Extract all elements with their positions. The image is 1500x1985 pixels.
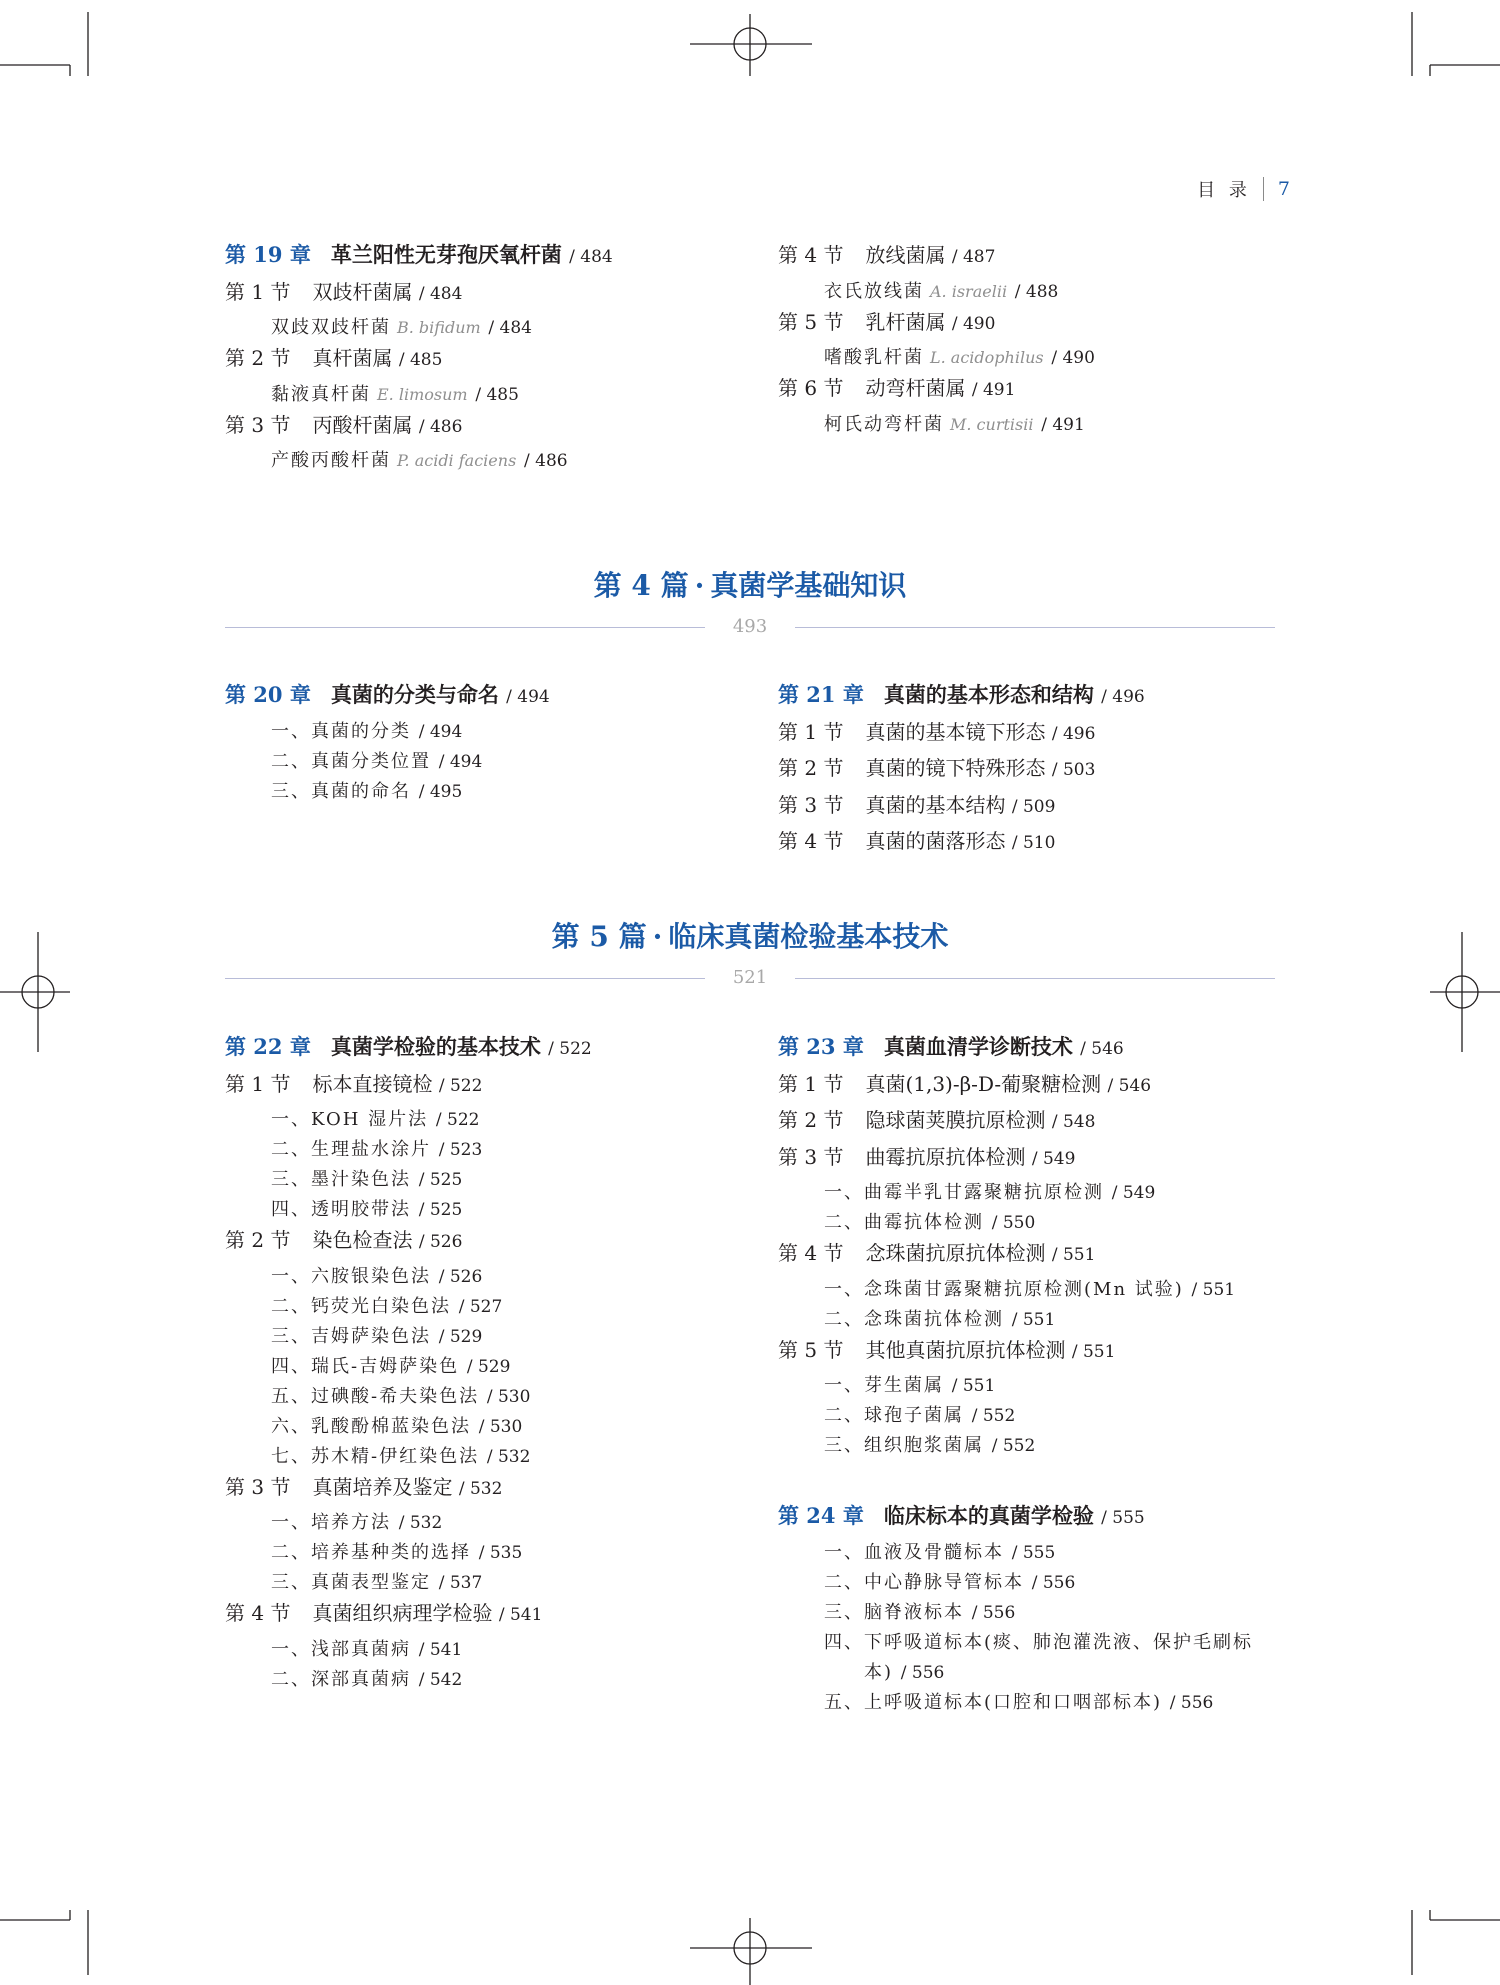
toc-item-entry [778, 1403, 1015, 1429]
toc-item-text: 一、六胺银染色法 [271, 1265, 431, 1287]
toc-page-number: / 484 [488, 318, 533, 338]
toc-chapter-entry [778, 1503, 1145, 1531]
toc-item-entry [778, 1373, 995, 1399]
toc-page-number: / 542 [418, 1669, 463, 1690]
toc-item-text: 三、真菌的命名 [271, 780, 411, 802]
toc-item-entry [225, 448, 568, 474]
toc-page-number: / 535 [478, 1543, 523, 1563]
toc-page-number: / 546 [1107, 1075, 1152, 1096]
header-divider [1263, 177, 1264, 201]
rule-line-right [795, 978, 1275, 979]
toc-page-number: / 509 [1011, 796, 1056, 817]
toc-section-entry [778, 792, 1055, 820]
toc-item-entry [778, 1660, 944, 1686]
section-number: 第 1 节 [225, 279, 291, 304]
toc-item-entry [225, 315, 532, 341]
section-title: 丙酸杆菌属 [312, 412, 413, 437]
part-rule [225, 965, 1275, 991]
toc-item-text: 二、球孢子菌属 [824, 1405, 964, 1426]
rule-line-left [225, 627, 705, 628]
toc-item-entry [225, 1510, 442, 1536]
toc-page-number: / 532 [398, 1513, 443, 1533]
section-title: 隐球菌荚膜抗原检测 [865, 1108, 1046, 1132]
section-title: 放线菌属 [865, 243, 946, 267]
toc-item-text: 双歧双歧杆菌 [271, 317, 391, 338]
section-title: 标本直接镜检 [312, 1071, 433, 1096]
toc-item-text: 一、曲霉半乳甘露聚糖抗原检测 [824, 1182, 1104, 1203]
toc-page-number: / 551 [1011, 1309, 1056, 1330]
toc-item-entry [778, 345, 1095, 371]
toc-item-text: 一、芽生菌属 [824, 1375, 944, 1396]
section-title: 双歧杆菌属 [312, 279, 413, 304]
toc-item-text: 嗜酸乳杆菌 [824, 347, 924, 368]
toc-page-number: / 488 [1014, 281, 1059, 302]
section-title: 真菌的菌落形态 [865, 829, 1006, 853]
toc-item-text: 一、培养方法 [271, 1512, 391, 1533]
toc-page-number: / 551 [951, 1376, 996, 1396]
toc-item-entry [778, 1570, 1075, 1596]
toc-item-text: 产酸丙酸杆菌 [271, 450, 391, 471]
toc-page-number: / 530 [478, 1416, 523, 1437]
toc-chapter-entry [778, 682, 1145, 710]
toc-item-text: 黏液真杆菌 [271, 383, 371, 405]
latin-species-name: E. limosum [377, 384, 468, 404]
chapter-title: 真菌的分类与命名 [330, 682, 499, 707]
chapter-title: 革兰阳性无芽孢厌氧杆菌 [330, 242, 562, 267]
toc-item-text: 衣氏放线菌 [824, 280, 924, 302]
toc-item-entry [225, 749, 482, 775]
toc-item-text: 一、真菌的分类 [271, 720, 411, 742]
toc-page-number: / 546 [1080, 1039, 1124, 1059]
toc-item-text: 二、念珠菌抗体检测 [824, 1308, 1004, 1330]
toc-item-text: 三、墨汁染色法 [271, 1169, 411, 1190]
toc-item-entry [225, 1414, 522, 1440]
section-number: 第 3 节 [778, 792, 844, 817]
part-heading-4 [225, 566, 1275, 640]
toc-item-text: 本) [864, 1661, 894, 1683]
toc-page-number: / 551 [1051, 1245, 1096, 1265]
toc-item-text: 二、生理盐水涂片 [271, 1139, 431, 1160]
toc-item-text: 一、念珠菌甘露聚糖抗原检测(Mn 试验) [824, 1278, 1184, 1300]
section-number: 第 5 节 [778, 1337, 844, 1362]
latin-species-name: P. acidi faciens [397, 451, 517, 470]
chapter-number: 第 19 章 [225, 242, 311, 267]
toc-item-text: 一、KOH 湿片法 [271, 1109, 429, 1130]
toc-item-entry [778, 1307, 1055, 1333]
toc-page-number: / 550 [991, 1213, 1036, 1233]
toc-section-entry [778, 1071, 1151, 1099]
section-title: 真菌的基本镜下形态 [865, 719, 1046, 744]
toc-item-text: 五、上呼吸道标本(口腔和口咽部标本) [824, 1691, 1163, 1713]
toc-item-entry [225, 719, 462, 745]
toc-page-number: / 549 [1111, 1183, 1156, 1203]
toc-section-entry [225, 1600, 542, 1628]
toc-item-text: 四、瑞氏-吉姆萨染色 [271, 1355, 460, 1377]
toc-item-entry [225, 779, 462, 805]
toc-page-number: / 552 [971, 1406, 1016, 1426]
toc-page-number: / 551 [1191, 1279, 1236, 1300]
toc-page-number: / 522 [435, 1110, 480, 1130]
toc-page-number: / 491 [1041, 414, 1085, 435]
toc-page-number: / 523 [438, 1140, 483, 1160]
toc-section-entry [778, 242, 995, 270]
toc-chapter-entry [778, 1034, 1124, 1062]
toc-item-entry [225, 1444, 530, 1470]
section-number: 第 2 节 [225, 346, 291, 370]
toc-section-entry [778, 828, 1055, 856]
toc-page-number: / 484 [569, 247, 613, 267]
section-number: 第 3 节 [225, 1474, 291, 1499]
toc-page-number: / 556 [1169, 1692, 1214, 1713]
toc-item-text: 二、深部真菌病 [271, 1668, 411, 1690]
section-number: 第 2 节 [225, 1228, 291, 1252]
toc-item-text: 一、浅部真菌病 [271, 1638, 411, 1660]
section-number: 第 4 节 [778, 1241, 844, 1265]
toc-item-text: 四、透明胶带法 [271, 1199, 411, 1220]
part-number: 第 4 篇 [593, 569, 689, 602]
toc-page-number: / 537 [438, 1573, 483, 1593]
toc-page-number: / 530 [486, 1386, 531, 1407]
toc-page-number: / 529 [466, 1356, 511, 1377]
toc-item-text: 柯氏动弯杆菌 [824, 413, 944, 435]
toc-page-number: / 541 [498, 1605, 543, 1625]
toc-page-number: / 485 [475, 384, 519, 405]
toc-chapter-entry [225, 242, 613, 270]
toc-page-number: / 486 [524, 451, 568, 471]
toc-page-number: / 525 [418, 1200, 463, 1220]
toc-page-number: / 556 [971, 1602, 1016, 1623]
toc-item-entry [225, 1384, 530, 1410]
section-number: 第 4 节 [778, 829, 844, 853]
toc-section-entry [778, 719, 1095, 747]
toc-chapter-entry [225, 1034, 592, 1062]
bullet-dot-icon: · [694, 569, 705, 602]
section-number: 第 2 节 [778, 1108, 844, 1132]
toc-section-entry [225, 1474, 502, 1502]
toc-item-entry [778, 1180, 1155, 1206]
toc-item-entry [778, 279, 1058, 305]
toc-page-number: / 555 [1101, 1508, 1145, 1528]
toc-item-text: 二、真菌分类位置 [271, 750, 431, 772]
chapter-number: 第 22 章 [225, 1034, 311, 1059]
part-page: 493 [732, 616, 768, 637]
toc-item-text: 五、过碘酸-希夫染色法 [271, 1385, 480, 1407]
toc-page-number: / 552 [991, 1436, 1036, 1456]
toc-page-number: / 522 [438, 1075, 483, 1096]
part-name: 真菌学基础知识 [710, 569, 907, 602]
section-number: 第 2 节 [778, 756, 844, 780]
section-number: 第 6 节 [778, 376, 844, 400]
rule-line-left [225, 978, 705, 979]
latin-species-name: A. israelii [930, 281, 1008, 301]
section-title: 真杆菌属 [312, 346, 393, 370]
part-name: 临床真菌检验基本技术 [668, 920, 949, 953]
toc-item-entry [225, 1324, 482, 1350]
section-title: 动弯杆菌属 [865, 376, 966, 400]
toc-page-number: / 484 [418, 283, 463, 304]
toc-page-number: / 529 [438, 1326, 483, 1347]
toc-item-entry [225, 1264, 482, 1290]
toc-item-entry [225, 382, 519, 408]
part-page: 521 [732, 967, 768, 988]
toc-item-entry [778, 412, 1085, 438]
toc-item-text: 一、血液及骨髓标本 [824, 1541, 1004, 1563]
toc-item-text: 二、培养基种类的选择 [271, 1542, 471, 1563]
toc-page-number: / 526 [438, 1266, 483, 1287]
chapter-number: 第 20 章 [225, 682, 311, 707]
running-header [1197, 176, 1290, 202]
toc-item-entry [778, 1433, 1035, 1459]
toc-section-entry [225, 412, 462, 440]
chapter-number: 第 24 章 [778, 1503, 864, 1528]
toc-chapter-entry [225, 682, 550, 710]
toc-section-entry [778, 1337, 1115, 1365]
toc-item-entry [778, 1690, 1213, 1716]
part-title [225, 917, 1275, 957]
toc-item-text: 七、苏木精-伊红染色法 [271, 1445, 480, 1467]
toc-page-number: / 549 [1031, 1148, 1076, 1169]
toc-item-entry [778, 1210, 1035, 1236]
section-title: 真菌的镜下特殊形态 [865, 756, 1046, 780]
toc-page-number: / 556 [900, 1662, 945, 1683]
toc-item-text: 二、中心静脉导管标本 [824, 1571, 1024, 1593]
part-rule [225, 614, 1275, 640]
toc-page-number: / 494 [438, 751, 483, 772]
toc-item-entry [225, 1107, 479, 1133]
toc-item-text: 三、真菌表型鉴定 [271, 1572, 431, 1593]
section-number: 第 4 节 [225, 1601, 291, 1625]
bullet-dot-icon: · [652, 920, 663, 953]
toc-section-entry [225, 279, 462, 307]
toc-page-number: / 541 [418, 1639, 463, 1660]
toc-item-entry [778, 1630, 1253, 1656]
section-title: 曲霉抗原抗体检测 [865, 1144, 1026, 1169]
toc-page-number: / 494 [418, 721, 463, 742]
toc-item-entry [225, 1294, 502, 1320]
toc-item-entry [225, 1137, 482, 1163]
toc-page-number: / 510 [1011, 833, 1056, 853]
toc-item-entry [225, 1354, 510, 1380]
section-number: 第 1 节 [778, 1071, 844, 1096]
section-title: 其他真菌抗原抗体检测 [865, 1337, 1066, 1362]
chapter-title: 真菌的基本形态和结构 [883, 682, 1094, 707]
toc-item-text: 二、曲霉抗体检测 [824, 1212, 984, 1233]
toc-item-entry [778, 1540, 1055, 1566]
toc-page-number: / 555 [1011, 1542, 1056, 1563]
chapter-number: 第 21 章 [778, 682, 864, 707]
toc-page-number: / 551 [1071, 1341, 1116, 1362]
chapter-title: 真菌血清学诊断技术 [883, 1034, 1073, 1059]
rule-line-right [795, 627, 1275, 628]
toc-item-entry [225, 1667, 462, 1693]
toc-section-entry [778, 375, 1015, 403]
chapter-title: 临床标本的真菌学检验 [883, 1503, 1094, 1528]
toc-item-text: 三、吉姆萨染色法 [271, 1325, 431, 1347]
section-title: 真菌组织病理学检验 [312, 1601, 493, 1625]
toc-section-entry [778, 1240, 1095, 1268]
toc-page-number: / 487 [951, 247, 996, 267]
toc-page-number: / 490 [951, 313, 996, 334]
section-number: 第 4 节 [778, 243, 844, 267]
toc-item-entry [225, 1197, 462, 1223]
toc-page-number: / 532 [458, 1478, 503, 1499]
section-title: 染色检查法 [312, 1228, 413, 1252]
toc-page-number: / 532 [486, 1446, 531, 1467]
toc-page-number: / 526 [418, 1232, 463, 1252]
page-number: 7 [1277, 178, 1290, 200]
section-title: 真菌的基本结构 [865, 792, 1006, 817]
latin-species-name: L. acidophilus [930, 348, 1044, 367]
toc-page-number: / 527 [458, 1296, 503, 1317]
section-number: 第 3 节 [778, 1144, 844, 1169]
toc-page-number: / 548 [1051, 1112, 1096, 1132]
toc-page-number: / 490 [1051, 348, 1095, 368]
section-number: 第 5 节 [778, 309, 844, 334]
section-number: 第 1 节 [778, 719, 844, 744]
toc-page-number: / 522 [548, 1039, 592, 1059]
toc-page-number: / 525 [418, 1170, 463, 1190]
section-title: 念珠菌抗原抗体检测 [865, 1241, 1046, 1265]
toc-item-text: 二、钙荧光白染色法 [271, 1295, 451, 1317]
toc-section-entry [225, 1227, 462, 1255]
latin-species-name: B. bifidum [397, 318, 481, 337]
toc-item-text: 三、脑脊液标本 [824, 1601, 964, 1623]
toc-page-number: / 485 [398, 350, 443, 370]
toc-page-number: / 494 [506, 687, 550, 707]
section-title: 真菌(1,3)-β-D-葡聚糖检测 [865, 1071, 1102, 1096]
toc-item-entry [225, 1540, 522, 1566]
toc-item-text: 四、下呼吸道标本(痰、肺泡灌洗液、保护毛刷标 [824, 1631, 1254, 1653]
toc-section-entry [778, 1107, 1095, 1135]
toc-section-entry [225, 345, 442, 373]
part-number: 第 5 篇 [551, 920, 647, 953]
section-number: 第 3 节 [225, 412, 291, 437]
latin-species-name: M. curtisii [950, 414, 1034, 434]
toc-section-entry [778, 309, 995, 337]
toc-item-entry [778, 1277, 1235, 1303]
toc-page-number: / 503 [1051, 760, 1096, 780]
toc-item-text: 六、乳酸酚棉蓝染色法 [271, 1415, 471, 1437]
section-title: 真菌培养及鉴定 [312, 1474, 453, 1499]
toc-item-entry [778, 1600, 1015, 1626]
chapter-title: 真菌学检验的基本技术 [330, 1034, 541, 1059]
toc-page-number: / 486 [418, 416, 463, 437]
toc-item-entry [225, 1167, 462, 1193]
toc-page-number: / 491 [971, 380, 1016, 400]
toc-page-number: / 556 [1031, 1572, 1076, 1593]
toc-section-entry [778, 1144, 1075, 1172]
toc-page-number: / 495 [418, 781, 463, 802]
toc-section-entry [225, 1071, 482, 1099]
toc-page-number: / 496 [1101, 687, 1145, 707]
section-number: 第 1 节 [225, 1071, 291, 1096]
toc-item-text: 三、组织胞浆菌属 [824, 1435, 984, 1456]
section-title: 乳杆菌属 [865, 309, 946, 334]
header-label: 目 录 [1197, 180, 1251, 201]
toc-section-entry [778, 755, 1095, 783]
toc-page-number: / 496 [1051, 723, 1096, 744]
chapter-number: 第 23 章 [778, 1034, 864, 1059]
toc-item-entry [225, 1570, 482, 1596]
part-title [225, 566, 1275, 606]
toc-item-entry [225, 1637, 462, 1663]
part-heading-5 [225, 917, 1275, 991]
